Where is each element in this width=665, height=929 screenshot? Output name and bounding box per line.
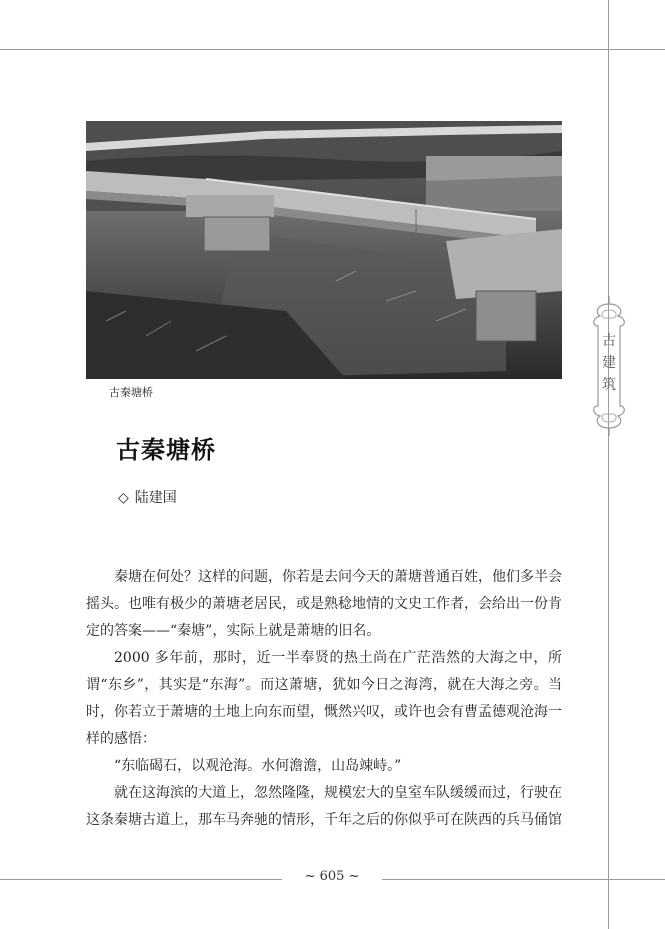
author-name: 陆建国 <box>134 490 177 506</box>
section-badge <box>590 296 628 436</box>
page-number: ~ 605 ~ <box>304 869 360 884</box>
photo-caption: 古秦塘桥 <box>109 386 153 399</box>
section-char: 筑 <box>602 377 616 393</box>
margin-rule <box>608 0 609 929</box>
article-title: 古秦塘桥 <box>116 436 216 464</box>
diamond-icon: ◇ <box>118 490 129 506</box>
paragraph: 就在这海滨的大道上，忽然隆隆，规模宏大的皇室车队缓缓而过，行驶在这条秦塘古道上，那车马奔驰的情形，千年之后的你似乎可在陕西的兵马俑馆 <box>86 785 562 828</box>
author-line <box>118 487 177 507</box>
paragraph: “东临碣石，以观沧海。水何澹澹，山岛竦峙。” <box>114 758 402 774</box>
footer-rule-right <box>382 879 665 880</box>
section-label <box>590 330 628 396</box>
footer-rule-left <box>0 879 282 880</box>
bridge-photo <box>86 121 562 379</box>
paragraph: 2000 多年前，那时，近一半奉贤的热土尚在广茫浩然的大海之中，所谓“东乡”，其实是“东海”。而这萧塘，犹如今日之海湾，就在大海之旁。当时，你若立于萧塘的土地上向东而望，慨然兴叹，或许也会有曹孟德观沧海一样的感悟： <box>86 650 562 747</box>
article-body <box>86 564 562 834</box>
header-rule <box>0 49 665 50</box>
paragraph: 秦塘在何处？这样的问题，你若是去问今天的萧塘普通百姓，他们多半会摇头。也唯有极少的萧塘老居民，或是熟稔地情的文史工作者，会给出一份肯定的答案——“秦塘”，实际上就是萧塘的旧名。 <box>86 569 562 639</box>
section-char: 古 <box>602 333 616 349</box>
section-char: 建 <box>602 355 616 371</box>
